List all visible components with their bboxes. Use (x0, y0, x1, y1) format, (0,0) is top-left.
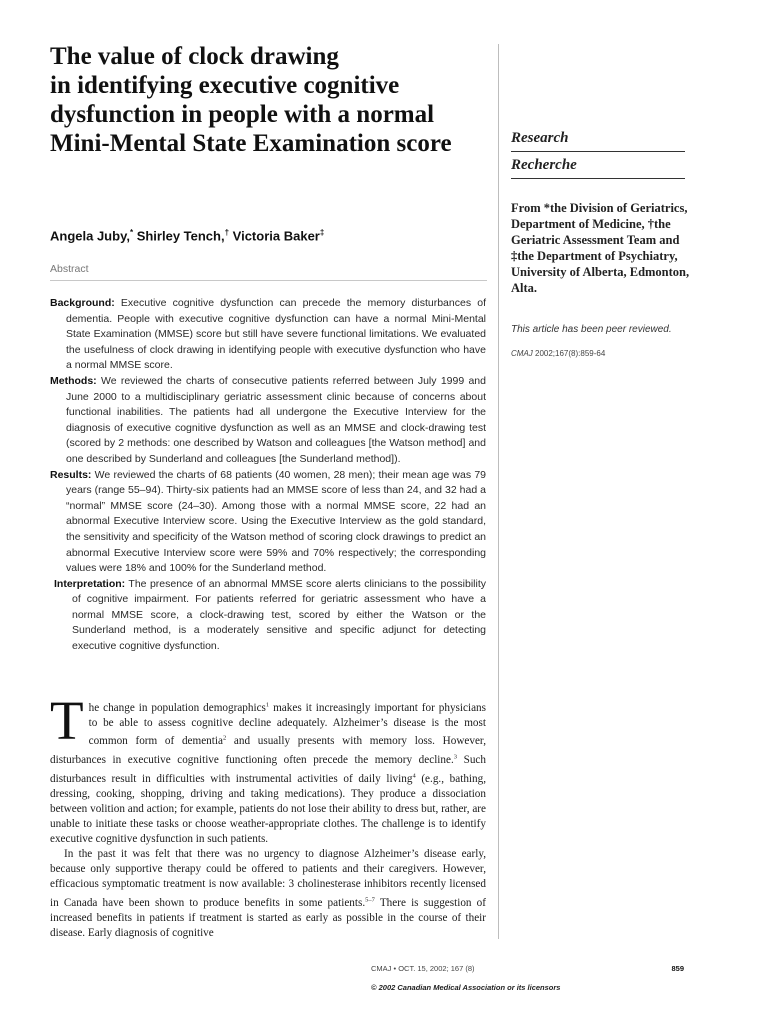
author-name: Angela Juby, (50, 228, 130, 244)
body-text: he change in population demographics (88, 701, 266, 714)
author-name: Shirley Tench, (133, 228, 225, 244)
paragraph-text (50, 702, 486, 845)
abstract-label: Results: (50, 468, 92, 481)
author-list (50, 228, 324, 243)
abstract-label: Background: (50, 297, 115, 309)
peer-review-note: This article has been peer reviewed. (511, 324, 672, 335)
footer-journal: CMAJ • OCT. 15, 2002; 167 (8) (371, 964, 475, 973)
abstract-heading: Abstract (50, 263, 487, 281)
abstract-interpretation (50, 577, 486, 655)
column-divider (498, 44, 499, 939)
abstract-results (50, 468, 486, 577)
author-mark: ‡ (319, 228, 325, 237)
title-line: in identifying executive cognitive (50, 72, 400, 99)
citation-ref: 5–7 (365, 895, 375, 903)
citation-ref: 4 (412, 772, 416, 780)
abstract-text: Executive cognitive dysfunction can precede the memory disturbances of dementia. People with executive cognitive dysfunction can have a normal Mini-Mental State Examination (MMSE) score but still have severe functional limitations. We evaluated the usefulness of clock drawing in identifying people with executive dysfunction who have a normal MMSE score. (66, 297, 486, 372)
body-text: Such disturbances result in difficulties with instrumental activities of daily living (50, 754, 486, 785)
section-label-french: Recherche (511, 156, 685, 179)
body-text: In the past it was felt that there was no urgency to diagnose Alzheimer’s disease early, because only supportive therapy could be offered to patients and their caregivers. However, efficacious symptomatic treatment is now available: 3 cholinesterase inhibitors recently licensed in Canada have been shown to produce benefits in some patients. (50, 847, 486, 909)
title-line: The value of clock drawing (50, 43, 339, 70)
citation (511, 349, 605, 358)
body-text: There is suggestion of increased benefits in patients if treatment is started as early as possible in the course of their disease. Early diagnosis of cognitive (50, 896, 486, 939)
author-mark: * (129, 228, 134, 237)
body-paragraph-1 (50, 690, 487, 847)
author-mark: † (224, 228, 230, 237)
abstract (50, 296, 486, 655)
section-label-english: Research (511, 129, 685, 152)
title-line: Mini-Mental State Examination score (50, 130, 452, 157)
citation-details: 2002;167(8):859-64 (532, 349, 606, 358)
abstract-text: The presence of an abnormal MMSE score alerts clinicians to the possibility of cognitive impairment. For patients referred for geriatric assessment who have a normal MMSE score, a clock-drawing test, scored by either the Watson or the Sunderland method, is a moderately sensitive and specific adjunct for detecting executive cognitive dysfunction. (72, 577, 486, 653)
citation-ref: 1 (265, 701, 270, 708)
citation-journal: CMAJ (511, 349, 533, 358)
article-title (50, 42, 490, 158)
copyright: © 2002 Canadian Medical Association or its licensors (371, 983, 561, 992)
abstract-methods (50, 374, 486, 468)
body-paragraph-2 (50, 847, 486, 941)
citation-ref: 2 (222, 734, 227, 742)
article-body (50, 690, 487, 941)
abstract-text: We reviewed the charts of consecutive patients referred between July 1999 and June 2000 to a multidisciplinary geriatric assessment clinic because of concerns about functional inabilities. The patients had all undergone the Executive Interview for the diagnosis of executive cognitive dysfunction as well as an MMSE and clock-drawing test (scored by 2 methods: one described by Watson and colleagues [the Watson method] and one described by Sunderland and colleagues [the Sunderland method]). (66, 374, 486, 465)
author-name: Victoria Baker (229, 228, 320, 244)
paragraph-text (50, 848, 486, 939)
abstract-background (50, 296, 486, 374)
citation-ref: 3 (453, 753, 458, 761)
author-affiliations: From *the Division of Geriatrics, Department of Medicine, †the Geriatric Assessment Team and ‡the Department of Psychiatry, University of Alberta, Edmonton, Alta. (511, 201, 690, 295)
body-text: makes it increasingly important for physicians to be able to assess cognitive decline adequately. Alzheimer’s disease is the most common form of dementia (88, 701, 487, 748)
abstract-label: Interpretation: (54, 577, 126, 590)
drop-cap: T (50, 690, 84, 751)
page-number: 859 (671, 964, 684, 973)
title-line: dysfunction in people with a normal (50, 101, 435, 128)
body-text: and usually presents with memory loss. However, disturbances in executive cognitive functioning often precede the memory decline. (50, 735, 486, 767)
abstract-text: We reviewed the charts of 68 patients (40 women, 28 men); their mean age was 79 years (range 55–94). Thirty-six patients had an MMSE score of less than 24, and 32 had a “normal” MMSE score (24–30). Among those with a normal MMSE score, 22 had an abnormal Executive Interview score. Using the Executive Interview as the gold standard, the sensitivity and specificity of the Watson method of scoring clock drawings to predict an abnormal Executive Interview score were 59% and 70% respectively; the corresponding values were 18% and 100% for the Sunderland method. (66, 468, 486, 575)
abstract-label: Methods: (50, 374, 97, 387)
body-text: (e.g., bathing, dressing, cooking, shopping, driving and taking medications). They produce a dissociation between volition and action; for example, patients do not lose their ability to dress but, rather, are unable to initiate these tasks or choose weather-appropriate clothes. The challenge is to identify executive cognitive dysfunction in such patients. (50, 772, 486, 845)
